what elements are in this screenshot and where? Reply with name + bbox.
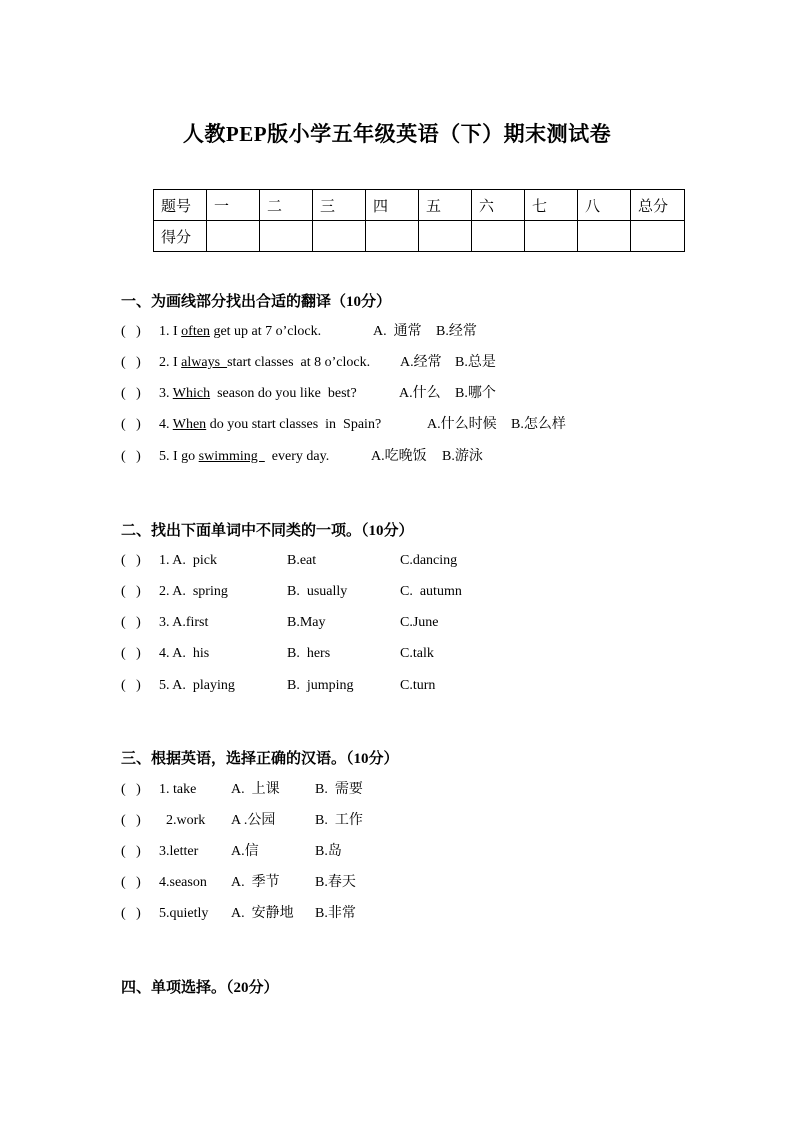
question-prefix: 4. (159, 417, 173, 432)
option-a: A .公园 (231, 813, 276, 828)
score-cell-empty[interactable] (631, 221, 685, 252)
option-b: B.非常 (315, 906, 356, 921)
option-c: C.June (400, 615, 439, 630)
score-cell-header: 四 (366, 190, 419, 221)
score-cell-empty[interactable] (207, 221, 260, 252)
answer-blank[interactable]: ( ) (121, 782, 141, 797)
score-cell-total: 总分 (631, 190, 685, 221)
score-cell-empty[interactable] (313, 221, 366, 252)
question-prefix: 1. I (159, 324, 182, 339)
question-text (159, 415, 381, 435)
english-word: 2.work (159, 813, 206, 828)
answer-blank[interactable]: ( ) (121, 615, 141, 630)
underlined-word: always (181, 355, 228, 370)
option-a: A.吃晚饭 (371, 449, 427, 464)
english-word: 4.season (159, 875, 207, 890)
answer-blank[interactable]: ( ) (121, 386, 141, 401)
answer-blank[interactable]: ( ) (121, 875, 141, 890)
question-prefix: 5. I go (159, 449, 199, 464)
score-cell-header: 二 (260, 190, 313, 221)
score-cell-label: 题号 (154, 190, 207, 221)
option-a: 4. A. his (159, 646, 210, 661)
option-b: B. jumping (287, 678, 354, 693)
option-c: C. autumn (400, 584, 462, 599)
section-1-heading: 一、为画线部分找出合适的翻译（10分） (121, 294, 392, 310)
question-suffix: season do you like best? (210, 386, 357, 401)
option-a: 5. A. playing (159, 678, 235, 693)
question-text (159, 384, 357, 404)
score-cell-header: 一 (207, 190, 260, 221)
option-a: A. 安静地 (231, 906, 294, 921)
question-prefix: 3. (159, 386, 173, 401)
option-c: C.dancing (400, 553, 458, 568)
score-cell-empty[interactable] (525, 221, 578, 252)
score-cell-label: 得分 (154, 221, 207, 252)
score-cell-header: 六 (472, 190, 525, 221)
option-a: A.信 (231, 844, 259, 859)
answer-blank[interactable]: ( ) (121, 355, 141, 370)
option-b: B. usually (287, 584, 348, 599)
option-a: A. 通常 (373, 324, 422, 339)
score-cell-header: 三 (313, 190, 366, 221)
option-b: B.经常 (436, 324, 477, 339)
answer-blank[interactable]: ( ) (121, 449, 141, 464)
option-c: C.turn (400, 678, 436, 693)
option-a: A. 季节 (231, 875, 280, 890)
question-text (159, 322, 321, 342)
option-b: B.岛 (315, 844, 342, 859)
answer-blank[interactable]: ( ) (121, 844, 141, 859)
score-cell-empty[interactable] (419, 221, 472, 252)
underlined-word: Which (172, 386, 211, 401)
option-a: 2. A. spring (159, 584, 228, 599)
option-b: B.总是 (455, 355, 496, 370)
option-b: B.eat (287, 553, 317, 568)
question-suffix: get up at 7 o’clock. (209, 324, 322, 339)
underlined-word: often (181, 324, 210, 339)
underlined-word: When (172, 417, 207, 432)
answer-blank[interactable]: ( ) (121, 324, 141, 339)
score-table (153, 189, 685, 252)
question-text (159, 447, 329, 467)
answer-blank[interactable]: ( ) (121, 813, 141, 828)
score-table-score-row (154, 221, 685, 252)
answer-blank[interactable]: ( ) (121, 417, 141, 432)
page-title: 人教PEP版小学五年级英语（下）期末测试卷 (182, 122, 612, 146)
option-a: 1. A. pick (159, 553, 217, 568)
underlined-word: swimming (198, 449, 265, 464)
english-word: 5.quietly (159, 906, 209, 921)
section-2-heading: 二、找出下面单词中不同类的一项。（10分） (121, 523, 414, 539)
answer-blank[interactable]: ( ) (121, 584, 141, 599)
option-a: A.什么时候 (427, 417, 497, 432)
option-a: A.经常 (400, 355, 442, 370)
section-3-heading: 三、根据英语，选择正确的汉语。（10分） (121, 751, 399, 767)
option-b: B. 工作 (315, 813, 363, 828)
option-b: B.哪个 (455, 386, 496, 401)
question-text (159, 353, 370, 373)
answer-blank[interactable]: ( ) (121, 646, 141, 661)
english-word: 3.letter (159, 844, 199, 859)
question-suffix: start classes at 8 o’clock. (227, 355, 371, 370)
question-suffix: every day. (264, 449, 330, 464)
option-a: A.什么 (399, 386, 441, 401)
option-b: B.怎么样 (511, 417, 566, 432)
section-4-heading: 四、单项选择。（20分） (121, 980, 279, 996)
score-cell-empty[interactable] (366, 221, 419, 252)
option-b: B.春天 (315, 875, 356, 890)
question-suffix: do you start classes in Spain? (206, 417, 382, 432)
option-b: B. hers (287, 646, 331, 661)
option-b: B.游泳 (442, 449, 483, 464)
answer-blank[interactable]: ( ) (121, 678, 141, 693)
answer-blank[interactable]: ( ) (121, 906, 141, 921)
answer-blank[interactable]: ( ) (121, 553, 141, 568)
option-a: A. 上课 (231, 782, 280, 797)
option-b: B.May (287, 615, 326, 630)
english-word: 1. take (159, 782, 197, 797)
option-a: 3. A.first (159, 615, 209, 630)
score-cell-header: 五 (419, 190, 472, 221)
score-cell-empty[interactable] (472, 221, 525, 252)
option-b: B. 需要 (315, 782, 363, 797)
score-cell-empty[interactable] (578, 221, 631, 252)
score-table-header-row (154, 190, 685, 221)
score-cell-header: 八 (578, 190, 631, 221)
question-prefix: 2. I (159, 355, 182, 370)
score-cell-header: 七 (525, 190, 578, 221)
option-c: C.talk (400, 646, 434, 661)
score-cell-empty[interactable] (260, 221, 313, 252)
